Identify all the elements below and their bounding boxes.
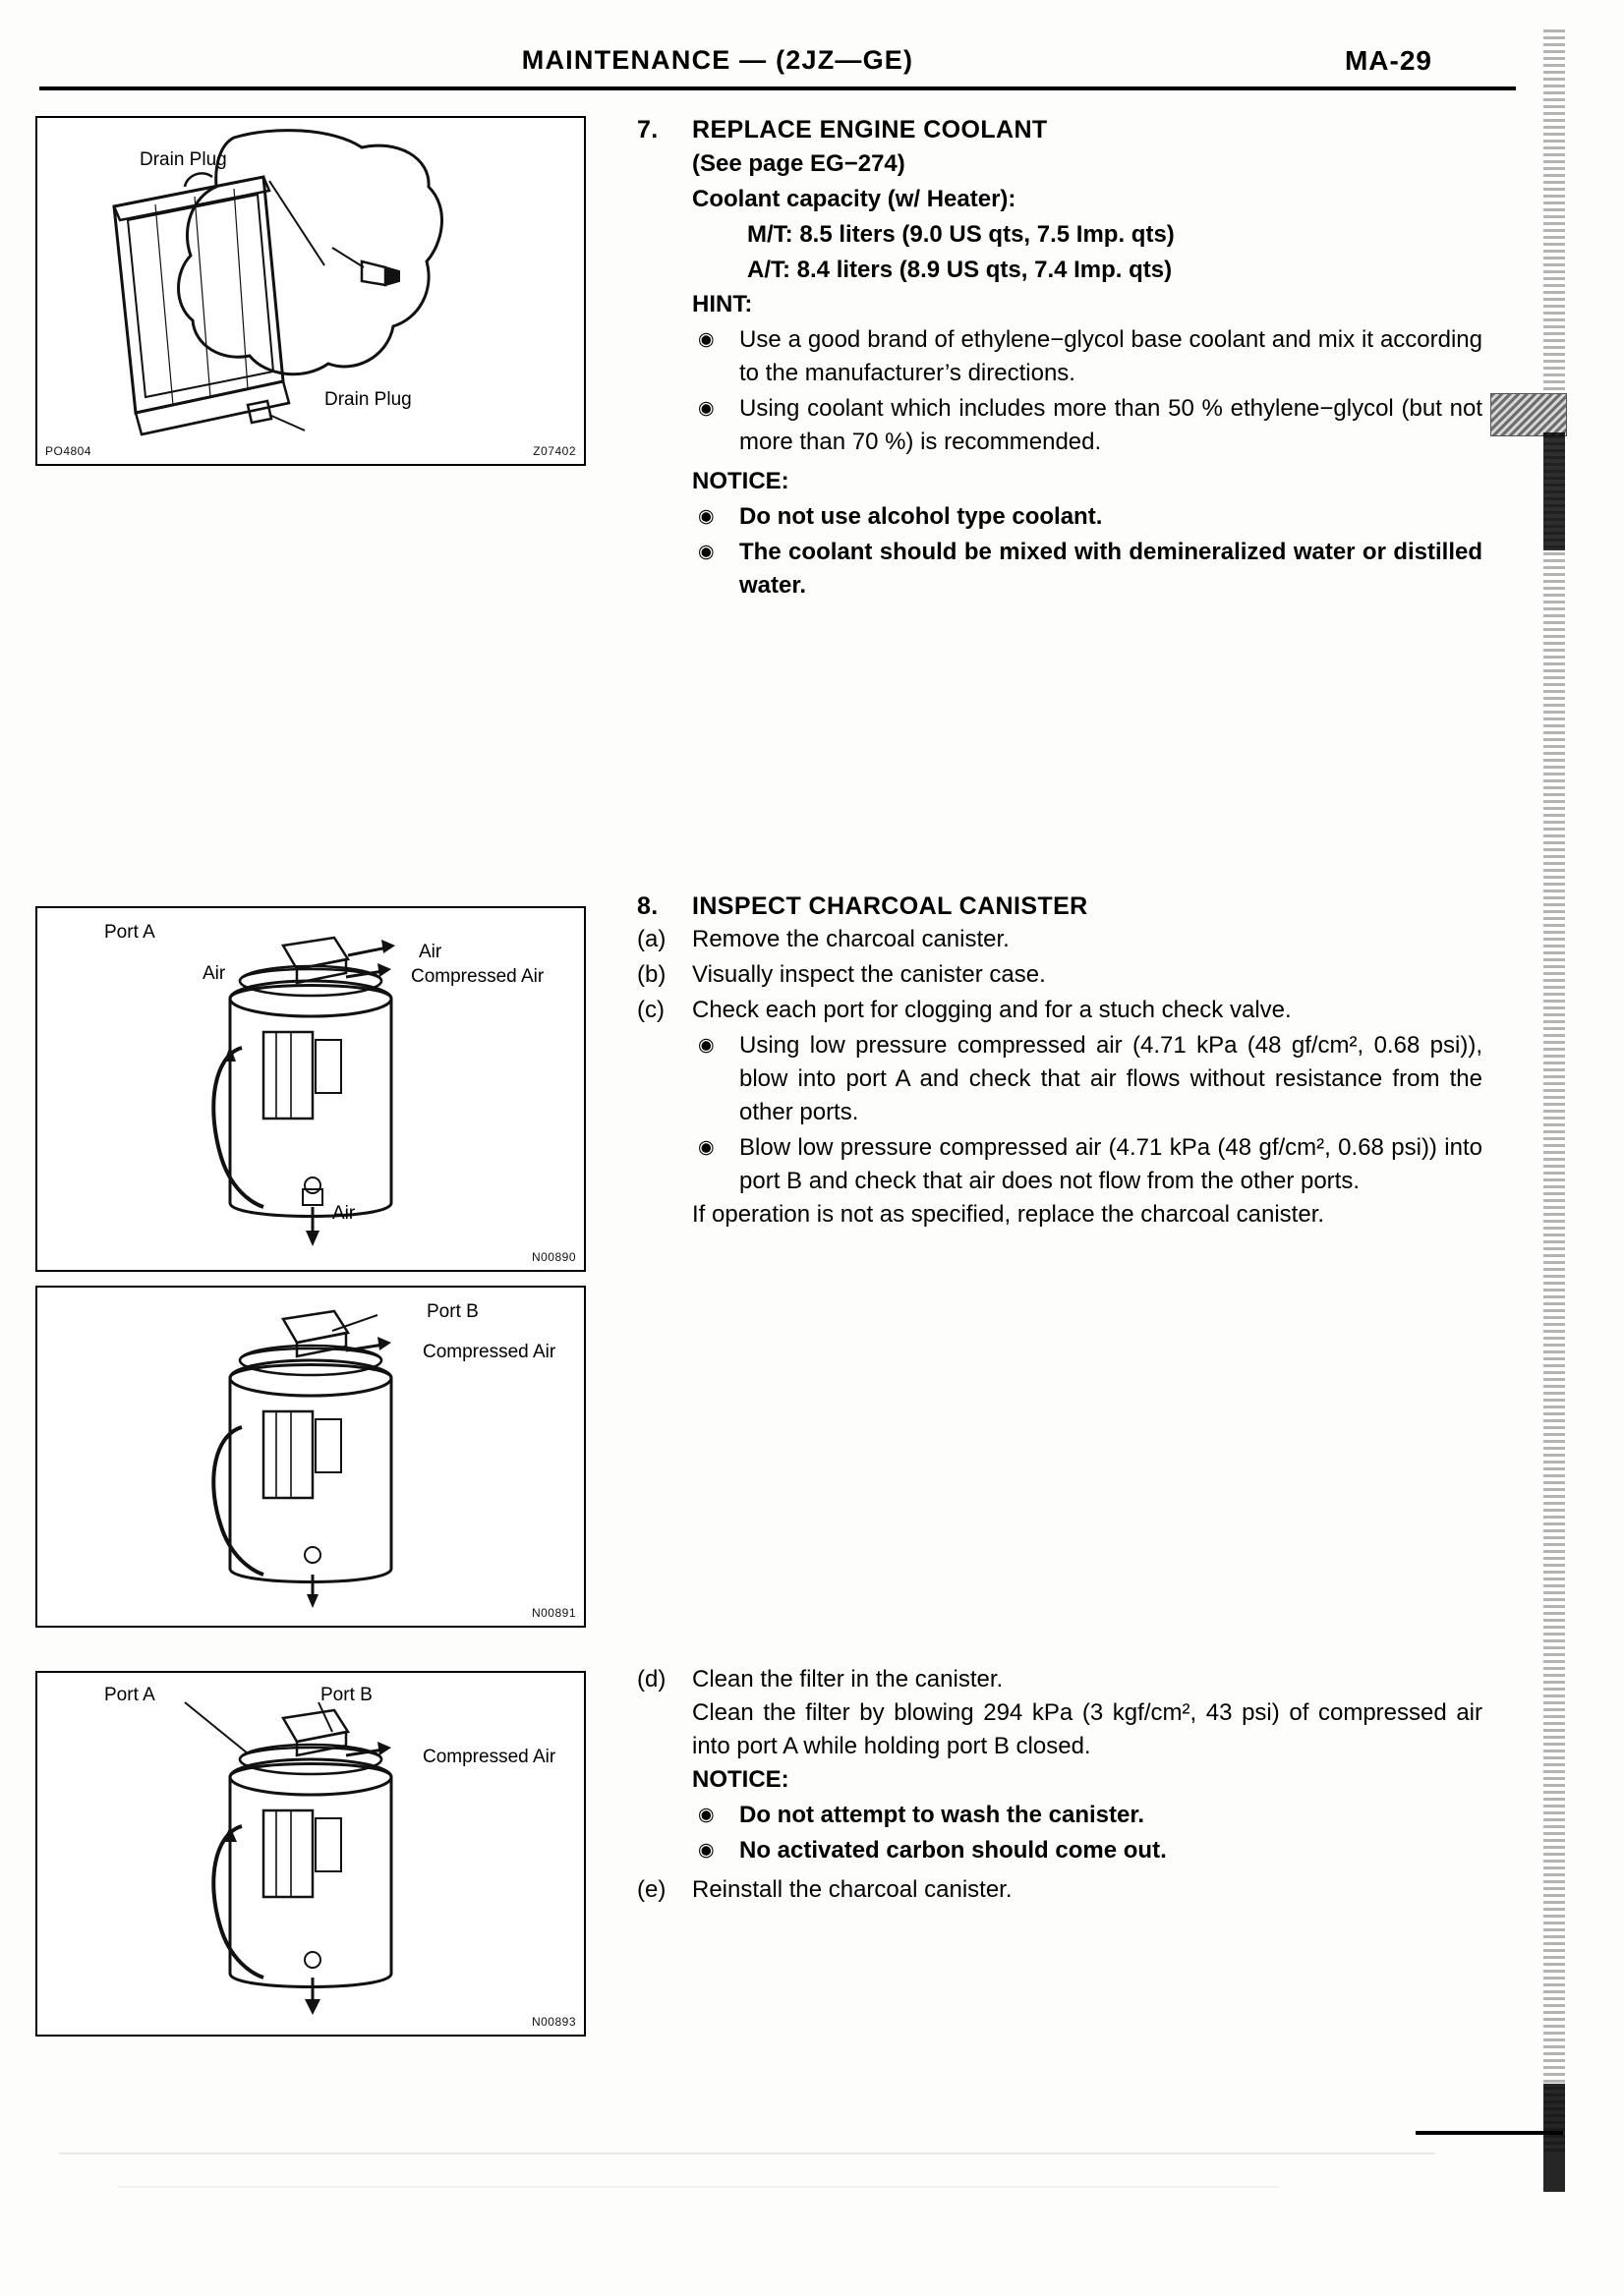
- step-7-capacity-mt: M/T: 8.5 liters (9.0 US qts, 7.5 Imp. qts): [747, 221, 1175, 248]
- step-8: [637, 892, 1482, 1232]
- bullet-icon: ◉: [698, 329, 715, 350]
- step-8-number: 8.: [637, 892, 659, 920]
- step-7-notice-bullet-2-text: The coolant should be mixed with demineralized water or distilled water.: [739, 539, 1482, 599]
- scan-artifact: [118, 2186, 1278, 2188]
- figure-label-drain-plug-bottom: Drain Plug: [324, 389, 412, 410]
- header-title: MAINTENANCE — (2JZ—GE): [521, 45, 914, 75]
- figure-label-compressed-air: [411, 965, 544, 989]
- figure-canister-clean-filter: [35, 1671, 586, 2037]
- step-8-notice-bullet-2: [692, 1834, 1482, 1867]
- scan-artifact: [59, 2152, 1435, 2154]
- figure-code-canister-b: N00891: [531, 1606, 576, 1620]
- step-8-item-d: [637, 1663, 1482, 1696]
- figure-label-clean-port-a: Port A: [104, 1685, 155, 1705]
- figure-label-port-b: Port B: [427, 1301, 479, 1322]
- step-7-hint-bullet-1-text: Use a good brand of ethylene−glycol base coolant and mix it according to the manufacturer’s directions.: [739, 326, 1482, 386]
- step-7-heading: [637, 116, 1482, 144]
- step-8-item-a-text: Remove the charcoal canister.: [692, 926, 1010, 952]
- figure-label-port-a: Port A: [104, 922, 155, 943]
- step-7-notice-bullet-1: [692, 500, 1482, 534]
- step-8-notice-label: NOTICE:: [692, 1766, 789, 1793]
- step-8-item-b-text: Visually inspect the canister case.: [692, 961, 1046, 988]
- figure-radiator-drain-plug: [35, 116, 586, 466]
- step-8-item-e-text: Reinstall the charcoal canister.: [692, 1876, 1013, 1903]
- figure-label-air-bottom: Air: [332, 1203, 356, 1224]
- page-edge-marker-top: [1543, 432, 1565, 550]
- charcoal-canister-illustration-b: [37, 1288, 580, 1622]
- step-8-notice-bullet-2-text: No activated carbon should come out.: [739, 1837, 1167, 1864]
- bullet-icon: ◉: [698, 1840, 715, 1861]
- step-8-heading: [637, 892, 1482, 921]
- step-8-c-bullet-1-text: Using low pressure compressed air (4.71 kPa (48 gf/cm², 0.68 psi)), blow into port A and check that air flows without resistance from the other ports.: [739, 1032, 1482, 1125]
- header-rule: [39, 86, 1516, 90]
- figure-label-air-right: Air: [419, 942, 442, 962]
- step-8-item-b: [637, 958, 1482, 992]
- step-7-hint-bullet-2-text: Using coolant which includes more than 50 % ethylene−glycol (but not more than 70 %) is recommended.: [739, 395, 1482, 455]
- figure-label-air-left: Air: [203, 963, 226, 984]
- bullet-icon: ◉: [698, 506, 715, 527]
- radiator-illustration: [37, 118, 580, 460]
- step-8-c-bullet-2-text: Blow low pressure compressed air (4.71 kPa (48 gf/cm², 0.68 psi)) into port B and check that air does not flow from the other ports.: [739, 1134, 1482, 1194]
- step-8-item-a-tag: (a): [637, 926, 667, 952]
- step-8-notice-bullet-1: [692, 1799, 1482, 1832]
- step-8-item-e: [637, 1873, 1482, 1907]
- charcoal-canister-illustration-a: [37, 908, 580, 1266]
- figure-code-canister-clean: N00893: [531, 2015, 576, 2029]
- step-7-number: 7.: [637, 116, 659, 144]
- bullet-icon: ◉: [698, 1137, 715, 1158]
- page-edge-index-bar: [1543, 29, 1565, 2152]
- figure-canister-port-b: [35, 1286, 586, 1628]
- figure-canister-port-a: [35, 906, 586, 1272]
- step-7-capacity-at: A/T: 8.4 liters (8.9 US qts, 7.4 Imp. qts): [747, 257, 1173, 283]
- step-7-section: [637, 116, 1482, 603]
- bullet-icon: ◉: [698, 542, 715, 562]
- step-8-item-e-tag: (e): [637, 1876, 667, 1903]
- page-edge-marker-bottom: [1543, 2084, 1565, 2192]
- step-7-title: REPLACE ENGINE COOLANT: [692, 116, 1048, 144]
- step-8-item-d-detail: Clean the filter by blowing 294 kPa (3 kgf/cm², 43 psi) of compressed air into port A while holding port B closed.: [692, 1699, 1482, 1759]
- step-8-item-c: [637, 994, 1482, 1027]
- step-7-hint-label: HINT:: [692, 291, 753, 317]
- step-8-item-d-text: Clean the filter in the canister.: [692, 1666, 1004, 1693]
- step-8-c-closing: If operation is not as specified, replace the charcoal canister.: [692, 1201, 1325, 1228]
- step-7-notice-label: NOTICE:: [692, 468, 789, 494]
- step-8-item-b-tag: (b): [637, 961, 667, 988]
- figure-code-right: Z07402: [533, 444, 576, 458]
- step-8-item-d-tag: (d): [637, 1666, 667, 1693]
- step-7-notice-bullet-1-text: Do not use alcohol type coolant.: [739, 503, 1103, 530]
- page-edge-index-tab: [1490, 393, 1567, 436]
- figure-label-compressed-air-text: Compressed Air: [411, 966, 545, 987]
- page-number: MA-29: [1344, 45, 1432, 76]
- step-7-hint-bullet-2: [692, 392, 1482, 459]
- step-8-item-c-text: Check each port for clogging and for a stuch check valve.: [692, 997, 1292, 1023]
- charcoal-canister-illustration-clean: [37, 1673, 580, 2031]
- step-8-continued: [637, 1661, 1482, 1907]
- step-8-item-c-tag: (c): [637, 997, 665, 1023]
- figure-code-canister-a: N00890: [531, 1250, 576, 1264]
- step-8-notice-bullet-1-text: Do not attempt to wash the canister.: [739, 1802, 1145, 1828]
- page-edge-pointer: [1416, 2131, 1563, 2135]
- step-7-capacity-label: Coolant capacity (w/ Heater):: [692, 186, 1016, 212]
- step-8-item-a: [637, 923, 1482, 956]
- figure-label-clean-compressed-air: [423, 1746, 555, 1769]
- step-8-c-bullet-1: [692, 1029, 1482, 1129]
- step-7: [637, 116, 1482, 603]
- step-8-section: [637, 892, 1482, 1232]
- bullet-icon: ◉: [698, 398, 715, 419]
- figure-code-left: PO4804: [45, 444, 92, 458]
- step-7-notice-bullet-2: [692, 536, 1482, 603]
- figure-label-drain-plug-top: Drain Plug: [140, 149, 227, 170]
- step-7-hint-bullet-1: [692, 323, 1482, 390]
- figure-label-compressed-air-b-text: Compressed Air: [423, 1342, 556, 1362]
- page-header: [0, 45, 1624, 88]
- bullet-icon: ◉: [698, 1035, 715, 1056]
- bullet-icon: ◉: [698, 1805, 715, 1825]
- figure-label-clean-port-b: Port B: [320, 1685, 373, 1705]
- figure-label-clean-compressed-air-text: Compressed Air: [423, 1747, 556, 1767]
- figure-label-compressed-air-b: [423, 1341, 555, 1364]
- step-8-title: INSPECT CHARCOAL CANISTER: [692, 892, 1088, 920]
- step-7-see-page: (See page EG−274): [692, 150, 905, 177]
- step-8-c-bullet-2: [692, 1131, 1482, 1198]
